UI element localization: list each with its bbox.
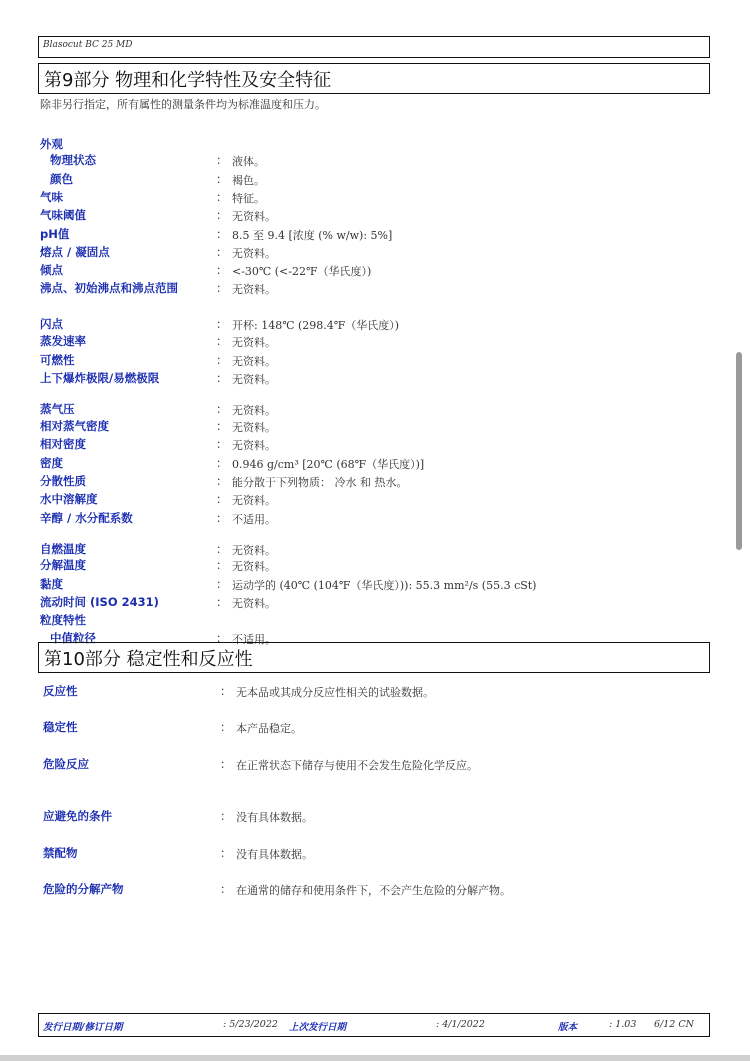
property-value: 褐色。 — [232, 174, 265, 187]
property-value: 特征。 — [232, 192, 265, 205]
property-label: 粒度特性 — [40, 613, 86, 627]
property-row — [0, 280, 750, 298]
property-row — [0, 333, 750, 351]
property-value: 不适用。 — [232, 513, 276, 526]
property-colon: ： — [220, 720, 232, 734]
property-label: 辛醇 / 水分配系数 — [40, 511, 133, 525]
property-row — [0, 594, 750, 612]
property-value: 在通常的储存和使用条件下，不会产生危险的分解产物。 — [236, 884, 511, 897]
issue-date: : 5/23/2022 — [223, 1019, 278, 1030]
property-colon: ： — [216, 190, 228, 204]
property-row — [0, 576, 750, 594]
property-value: 无资料。 — [232, 439, 276, 452]
property-value: 无资料。 — [232, 597, 276, 610]
property-label: 危险的分解产物 — [43, 882, 124, 896]
property-label: 自燃温度 — [40, 542, 86, 556]
property-label: 可燃性 — [40, 353, 75, 367]
property-row — [0, 756, 750, 774]
property-row — [0, 612, 750, 630]
property-label: 分解温度 — [40, 558, 86, 572]
property-colon: ： — [216, 474, 228, 488]
property-colon: ： — [216, 281, 228, 295]
property-row — [0, 171, 750, 189]
property-row — [0, 491, 750, 509]
property-colon: ： — [220, 882, 232, 896]
issue-date-label: 发行日期/修订日期 — [43, 1022, 123, 1033]
property-label: 闪点 — [40, 317, 63, 331]
product-name: Blasocut BC 25 MD — [43, 40, 133, 50]
property-label: 上下爆炸极限/易燃极限 — [40, 371, 160, 385]
property-value: 运动学的 (40℃ (104℉（华氏度）)): 55.3 mm²/s (55.3 cSt) — [232, 579, 537, 592]
property-colon: ： — [216, 263, 228, 277]
property-label: pH值 — [40, 227, 70, 241]
property-row — [0, 473, 750, 491]
property-label: 物理状态 — [50, 153, 96, 167]
property-row — [0, 352, 750, 370]
property-label: 禁配物 — [43, 846, 78, 860]
property-label: 水中溶解度 — [40, 492, 98, 506]
version-value: : 1.03 — [609, 1019, 637, 1030]
property-row — [0, 262, 750, 280]
section10-title-box — [38, 642, 710, 673]
page-number: 6/12 CN — [654, 1019, 694, 1030]
property-colon: ： — [216, 595, 228, 609]
property-colon: ： — [216, 317, 228, 331]
property-colon: ： — [216, 227, 228, 241]
property-row — [0, 418, 750, 436]
property-colon: ： — [216, 558, 228, 572]
property-label: 应避免的条件 — [43, 809, 112, 823]
property-colon: ： — [220, 757, 232, 771]
property-row — [0, 436, 750, 454]
property-label: 相对密度 — [40, 437, 86, 451]
property-value: 无本品或其成分反应性相关的试验数据。 — [236, 686, 434, 699]
property-row — [0, 455, 750, 473]
property-colon: ： — [216, 631, 228, 645]
property-value: 液体。 — [232, 155, 265, 168]
property-value: 无资料。 — [232, 355, 276, 368]
product-header — [38, 36, 710, 58]
property-value: 无资料。 — [232, 560, 276, 573]
property-value: 无资料。 — [232, 373, 276, 386]
property-label: 外观 — [40, 137, 63, 151]
property-colon: ： — [220, 846, 232, 860]
property-label: 密度 — [40, 456, 63, 470]
property-colon: ： — [216, 437, 228, 451]
property-label: 熔点 / 凝固点 — [40, 245, 110, 259]
property-colon: ： — [216, 334, 228, 348]
property-colon: ： — [216, 456, 228, 470]
property-row — [0, 719, 750, 737]
property-row — [0, 316, 750, 334]
version-label: 版本 — [558, 1022, 578, 1033]
property-value: <-30℃ (<-22℉（华氏度）) — [232, 265, 372, 278]
property-value: 无资料。 — [232, 421, 276, 434]
property-label: 反应性 — [43, 684, 78, 698]
property-value: 无资料。 — [232, 404, 276, 417]
property-row — [0, 152, 750, 170]
property-row — [0, 881, 750, 899]
property-value: 无资料。 — [232, 283, 276, 296]
property-label: 危险反应 — [43, 757, 89, 771]
property-label: 沸点、初始沸点和沸点范围 — [40, 281, 178, 295]
property-value: 8.5 至 9.4 [浓度 (% w/w): 5%] — [232, 229, 393, 242]
property-colon: ： — [220, 684, 232, 698]
property-value: 没有具体数据。 — [236, 811, 313, 824]
property-row — [0, 370, 750, 388]
property-row — [0, 189, 750, 207]
property-label: 黏度 — [40, 577, 63, 591]
property-row — [0, 510, 750, 528]
property-colon: ： — [216, 402, 228, 416]
property-row — [0, 401, 750, 419]
scrollbar-thumb[interactable] — [736, 352, 742, 550]
property-label: 中值粒径 — [50, 631, 96, 645]
property-colon: ： — [220, 809, 232, 823]
property-label: 蒸发速率 — [40, 334, 86, 348]
footer — [38, 1013, 710, 1037]
prev-issue-date: : 4/1/2022 — [436, 1019, 485, 1030]
property-row — [0, 244, 750, 262]
section9-intro: 除非另行指定，所有属性的测量条件均为标准温度和压力。 — [40, 98, 326, 111]
property-label: 流动时间 (ISO 2431) — [40, 595, 159, 609]
property-row — [0, 683, 750, 701]
property-value: 没有具体数据。 — [236, 848, 313, 861]
prev-issue-label: 上次发行日期 — [289, 1022, 347, 1033]
property-label: 倾点 — [40, 263, 63, 277]
property-colon: ： — [216, 153, 228, 167]
property-colon: ： — [216, 371, 228, 385]
property-colon: ： — [216, 492, 228, 506]
property-row — [0, 226, 750, 244]
property-value: 能分散于下列物质： 冷水 和 热水。 — [232, 476, 408, 489]
property-value: 不适用。 — [232, 633, 276, 646]
property-value: 在正常状态下储存与使用不会发生危险化学反应。 — [236, 759, 478, 772]
property-colon: ： — [216, 542, 228, 556]
property-value: 无资料。 — [232, 210, 276, 223]
property-label: 蒸气压 — [40, 402, 75, 416]
property-value: 无资料。 — [232, 494, 276, 507]
property-value: 本产品稳定。 — [236, 722, 302, 735]
property-colon: ： — [216, 577, 228, 591]
property-row — [0, 557, 750, 575]
section9-title: 第9部分 物理和化学特性及安全特征 — [44, 70, 332, 91]
property-row — [0, 207, 750, 225]
section10-title: 第10部分 稳定性和反应性 — [44, 649, 253, 670]
property-value: 无资料。 — [232, 247, 276, 260]
property-value: 无资料。 — [232, 544, 276, 557]
section9-title-box — [38, 63, 710, 94]
property-colon: ： — [216, 353, 228, 367]
property-colon: ： — [216, 511, 228, 525]
property-label: 气味阈值 — [40, 208, 86, 222]
property-row — [0, 808, 750, 826]
property-label: 稳定性 — [43, 720, 78, 734]
property-value: 无资料。 — [232, 336, 276, 349]
property-label: 相对蒸气密度 — [40, 419, 109, 433]
property-colon: ： — [216, 172, 228, 186]
property-colon: ： — [216, 245, 228, 259]
property-colon: ： — [216, 419, 228, 433]
bottom-bar — [0, 1055, 750, 1061]
property-label: 分散性质 — [40, 474, 86, 488]
property-value: 开杯: 148℃ (298.4℉（华氏度）) — [232, 319, 400, 332]
property-colon: ： — [216, 208, 228, 222]
property-label: 气味 — [40, 190, 63, 204]
property-label: 颜色 — [50, 172, 73, 186]
property-row — [0, 845, 750, 863]
property-value: 0.946 g/cm³ [20℃ (68℉（华氏度）)] — [232, 458, 425, 471]
